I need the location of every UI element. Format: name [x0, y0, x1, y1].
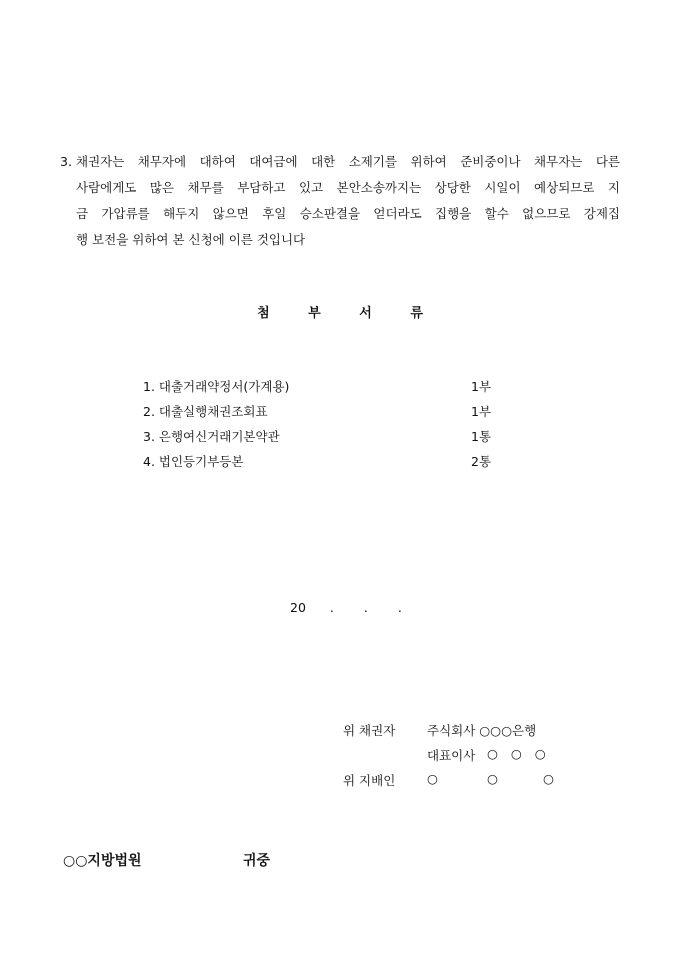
attachment-item — [143, 402, 493, 420]
paragraph-line-4: 행 보전을 위하여 본 신청에 이른 것입니다 — [76, 232, 306, 247]
attachment-name: 4. 법인등기부등본 — [143, 454, 244, 469]
manager-name-part-3: ○ — [543, 771, 554, 786]
court-suffix: 귀중 — [243, 853, 271, 869]
attachments-title-char-1: 첨 — [257, 306, 270, 321]
attachment-item — [143, 427, 493, 445]
attachments-title-char-4: 류 — [410, 306, 423, 321]
attachments-title — [0, 302, 680, 321]
manager-label: 위 지배인 — [343, 773, 396, 788]
attachment-item — [143, 377, 493, 395]
date-dot-3: . — [397, 600, 402, 615]
manager-name-part-2: ○ — [487, 771, 498, 786]
paragraph-number: 3. — [60, 154, 72, 169]
attachment-name: 2. 대출실행채권조회표 — [143, 404, 268, 419]
manager-name-part-1: ○ — [427, 771, 438, 786]
attachment-qty: 1부 — [471, 404, 492, 419]
attachment-qty: 1부 — [471, 379, 492, 394]
attachment-qty: 1통 — [471, 429, 492, 444]
attachment-name: 3. 은행여신거래기본약관 — [143, 429, 280, 444]
date-dot-1: . — [329, 600, 334, 615]
attachments-title-char-2: 부 — [308, 306, 321, 321]
representative-name: ○ ○ ○ — [487, 746, 546, 761]
attachment-name: 1. 대출거래약정서(가계용) — [143, 379, 290, 394]
creditor-company: 주식회사 ○○○은행 — [427, 723, 537, 738]
court-name: ○○지방법원 — [63, 853, 142, 869]
attachments-title-char-3: 서 — [359, 306, 372, 321]
paragraph-line-2: 사람에게도 많은 채무를 부담하고 있고 본안소송까지는 상당한 시일이 예상되므로 지 — [76, 180, 620, 195]
attachment-qty: 2통 — [471, 454, 492, 469]
paragraph-line-1: 채권자는 채무자에 대하여 대여금에 대한 소제기를 위하여 준비중이나 채무자는 다른 — [76, 154, 620, 169]
attachment-item — [143, 452, 493, 470]
date-dot-2: . — [363, 600, 368, 615]
document-date — [290, 600, 402, 615]
date-year: 20 — [290, 600, 306, 615]
paragraph-line-3: 금 가압류를 해두지 않으면 후일 승소판결을 얻더라도 집행을 할수 없으므로 강제집 — [76, 206, 620, 221]
creditor-label: 위 채권자 — [343, 723, 396, 738]
representative-label: 대표이사 — [427, 748, 476, 763]
